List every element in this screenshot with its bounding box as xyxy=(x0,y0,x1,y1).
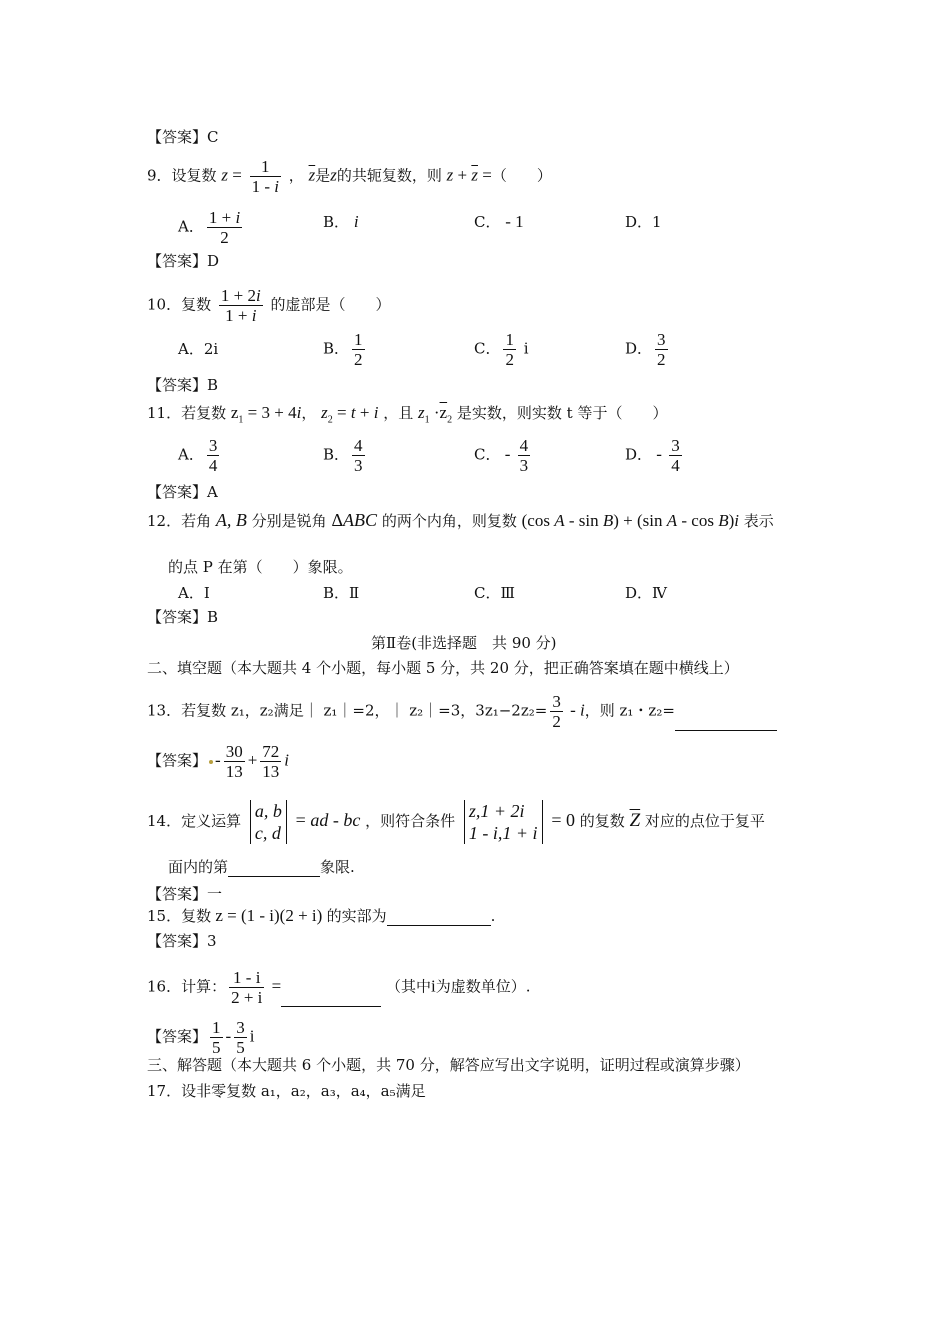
answer-14: 【答案】一 xyxy=(147,885,223,903)
q12-option-d: D．Ⅳ xyxy=(625,584,668,602)
section3-heading: 三、解答题（本大题共 6 个小题，共 70 分，解答应写出文字说明，证明过程或演算步骤） xyxy=(147,1056,750,1074)
q12-option-c: C．Ⅲ xyxy=(474,584,515,602)
answer-9: 【答案】D xyxy=(147,252,220,270)
question-12: 12．若角 A, B 分别是锐角 ΔABC 的两个内角，则复数 (cos A - sin B) + (sin A - cos B)i 表示 xyxy=(147,510,774,530)
q11-option-c: C． - $\frac{4}{3}$ xyxy=(474,436,529,475)
question-16: 16．计算： $\frac{1 - i}{2 + i}$ = （其中i为虚数单位）. xyxy=(147,968,531,1007)
q12-option-a: A．Ⅰ xyxy=(178,584,210,602)
q11-option-b: B． $\frac{4}{3}$ xyxy=(323,436,363,475)
q9-option-d: D．1 xyxy=(625,213,662,231)
question-14: 14．定义运算 a, b c, d = ad - bc ，则符合条件 z,1 + 2i 1 - i,1 + i = 0 的复数 $\overline{Z}$ 对应的点位于复平 xyxy=(147,801,765,843)
answer-11: 【答案】A xyxy=(147,483,218,501)
answer-8: 【答案】C xyxy=(147,128,219,146)
q10-option-d: D． $\frac{3}{2}$ xyxy=(625,330,666,369)
q10-option-a: A．2i xyxy=(178,340,219,358)
q11-option-a: A． $\frac{3}{4}$ xyxy=(178,436,218,475)
question-13: 13．若复数 z₁，z₂满足｜ z₁｜=2，｜ z₂｜=3，3z₁−2z₂= $\frac{3}{2}$ - i，则 z₁・z₂= xyxy=(147,692,777,731)
q9-option-c: C． - 1 xyxy=(474,212,524,231)
q9-option-b: B． i xyxy=(323,212,359,231)
q12-option-b: B．Ⅱ xyxy=(323,584,360,602)
question-17: 17．设非零复数 a₁，a₂，a₃，a₄，a₅满足 xyxy=(147,1082,426,1100)
section2-heading: 二、填空题（本大题共 4 个小题，每小题 5 分，共 20 分，把正确答案填在题中横线上） xyxy=(147,659,739,677)
q10-option-b: B． $\frac{1}{2}$ xyxy=(323,330,363,369)
question-10: 10．复数 $\frac{1 + 2i}{1 + i}$ 的虚部是（ ） xyxy=(147,286,391,325)
answer-15: 【答案】3 xyxy=(147,932,217,950)
question-11: 11．若复数 $z_1 = 3 + 4i$， $z_2 = t + i$ ，且 $z_1 \cdot\overline{z}_2$ 是实数，则实数 t 等于（ ） xyxy=(147,403,668,426)
q10-option-c: C． $\frac{1}{2}$ i xyxy=(474,330,529,369)
answer-13: 【答案】 - $\frac{30}{13}$ + $\frac{72}{13}$ i xyxy=(147,742,290,781)
question-15: 15．复数 z = (1 - i)(2 + i) 的实部为 . xyxy=(147,906,496,925)
answer-12: 【答案】B xyxy=(147,608,219,626)
answer-16: 【答案】 $\frac{1}{5}$ - $\frac{3}{5}$ i xyxy=(147,1018,255,1057)
question-14-line2: 面内的第 象限. xyxy=(168,858,355,876)
question-12-line2: 的点 P 在第（ ）象限。 xyxy=(168,558,353,576)
question-9: 9．设复数 z = $\frac{1}{1 - i}$ ， $\overline{z}$是z的共轭复数，则 $z + \overline{z}$ =（ ） xyxy=(147,157,552,196)
q11-option-d: D． - $\frac{3}{4}$ xyxy=(625,436,680,475)
q9-option-a: A． $\frac{1 + i}{2}$ xyxy=(178,208,241,247)
part2-title: 第Ⅱ卷(非选择题 共 90 分) xyxy=(371,634,557,652)
answer-10: 【答案】B xyxy=(147,376,219,394)
